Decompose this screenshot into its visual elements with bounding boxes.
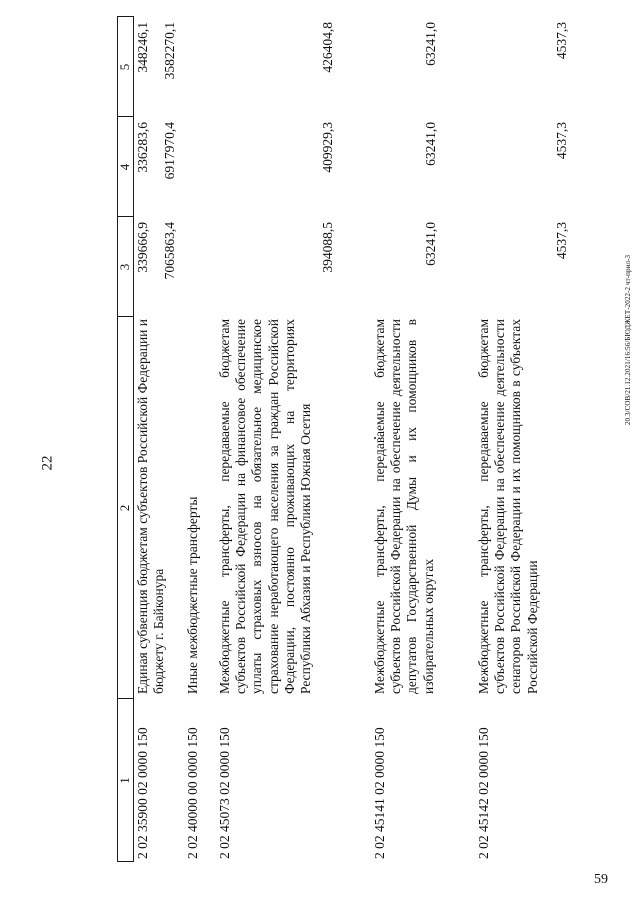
- column-header-2: 2: [117, 504, 132, 512]
- row-description: Единая субвенция бюджетам субъектов Российской Федерации и бюджету г. Байконура: [135, 319, 167, 694]
- column-header-1: 1: [117, 777, 132, 784]
- row-value-col3: 63241,0: [423, 222, 438, 266]
- row-value-col4: 4537,3: [554, 122, 569, 160]
- row-description: Межбюджетные трансферты, передаваемые бюджетам субъектов Российской Федерации на обеспечение деятельности сенаторов Российской Федерации и их помощников в субъектах Российской Федерации: [476, 319, 540, 694]
- column-header-5: 5: [117, 63, 132, 71]
- row-value-col3: 394088,5: [320, 222, 335, 273]
- bottom-page-number: 59: [594, 872, 608, 887]
- budget-table: [117, 16, 587, 862]
- document-code: 20.3/СОВ/21.12.2021/16:56/БЮДЖЕТ-2022-2 чт-прил-3: [624, 254, 632, 426]
- row-value-col4: 63241,0: [423, 122, 438, 166]
- row-code: 2 02 45073 02 0000 150: [217, 727, 232, 859]
- page-number: 22: [39, 455, 56, 471]
- row-value-col5: 348246,1: [135, 22, 150, 73]
- row-value-col3: 339666,9: [135, 222, 150, 273]
- row-description: Межбюджетные трансферты, передаваемые бюджетам субъектов Российской Федерации на финансовое обеспечение уплаты страховых взносов на обязательное медицинское страхование неработающего населения за граждан Российской Федерации, постоянно проживающих на территориях Республики Абхазия и Республики Южная Осетия: [217, 319, 314, 694]
- row-value-col4: 6917970,4: [162, 122, 177, 180]
- row-value-col3: 4537,3: [554, 222, 569, 260]
- row-value-col5: 4537,3: [554, 22, 569, 60]
- row-value-col3: 7065863,4: [162, 222, 177, 280]
- column-header-4: 4: [117, 163, 132, 171]
- row-code: 2 02 40000 00 0000 150: [185, 727, 200, 859]
- row-value-col5: 426404,8: [320, 22, 335, 73]
- row-code: 2 02 45141 02 0000 150: [372, 727, 387, 859]
- row-code: 2 02 45142 02 0000 150: [476, 727, 491, 859]
- row-value-col4: 336283,6: [135, 122, 150, 173]
- row-value-col4: 409929,3: [320, 122, 335, 173]
- row-description: Межбюджетные трансферты, передаваемые бюджетам субъектов Российской Федерации на обеспечение деятельности депутатов Государственной Думы и их помощников в избирательных округах: [372, 319, 436, 694]
- row-code: 2 02 35900 02 0000 150: [135, 727, 150, 859]
- row-value-col5: 63241,0: [423, 22, 438, 66]
- column-header-3: 3: [117, 263, 132, 271]
- row-value-col5: 3582270,1: [162, 22, 177, 80]
- header-bottom-border: [133, 16, 134, 862]
- row-description: Иные межбюджетные трансферты: [185, 496, 200, 694]
